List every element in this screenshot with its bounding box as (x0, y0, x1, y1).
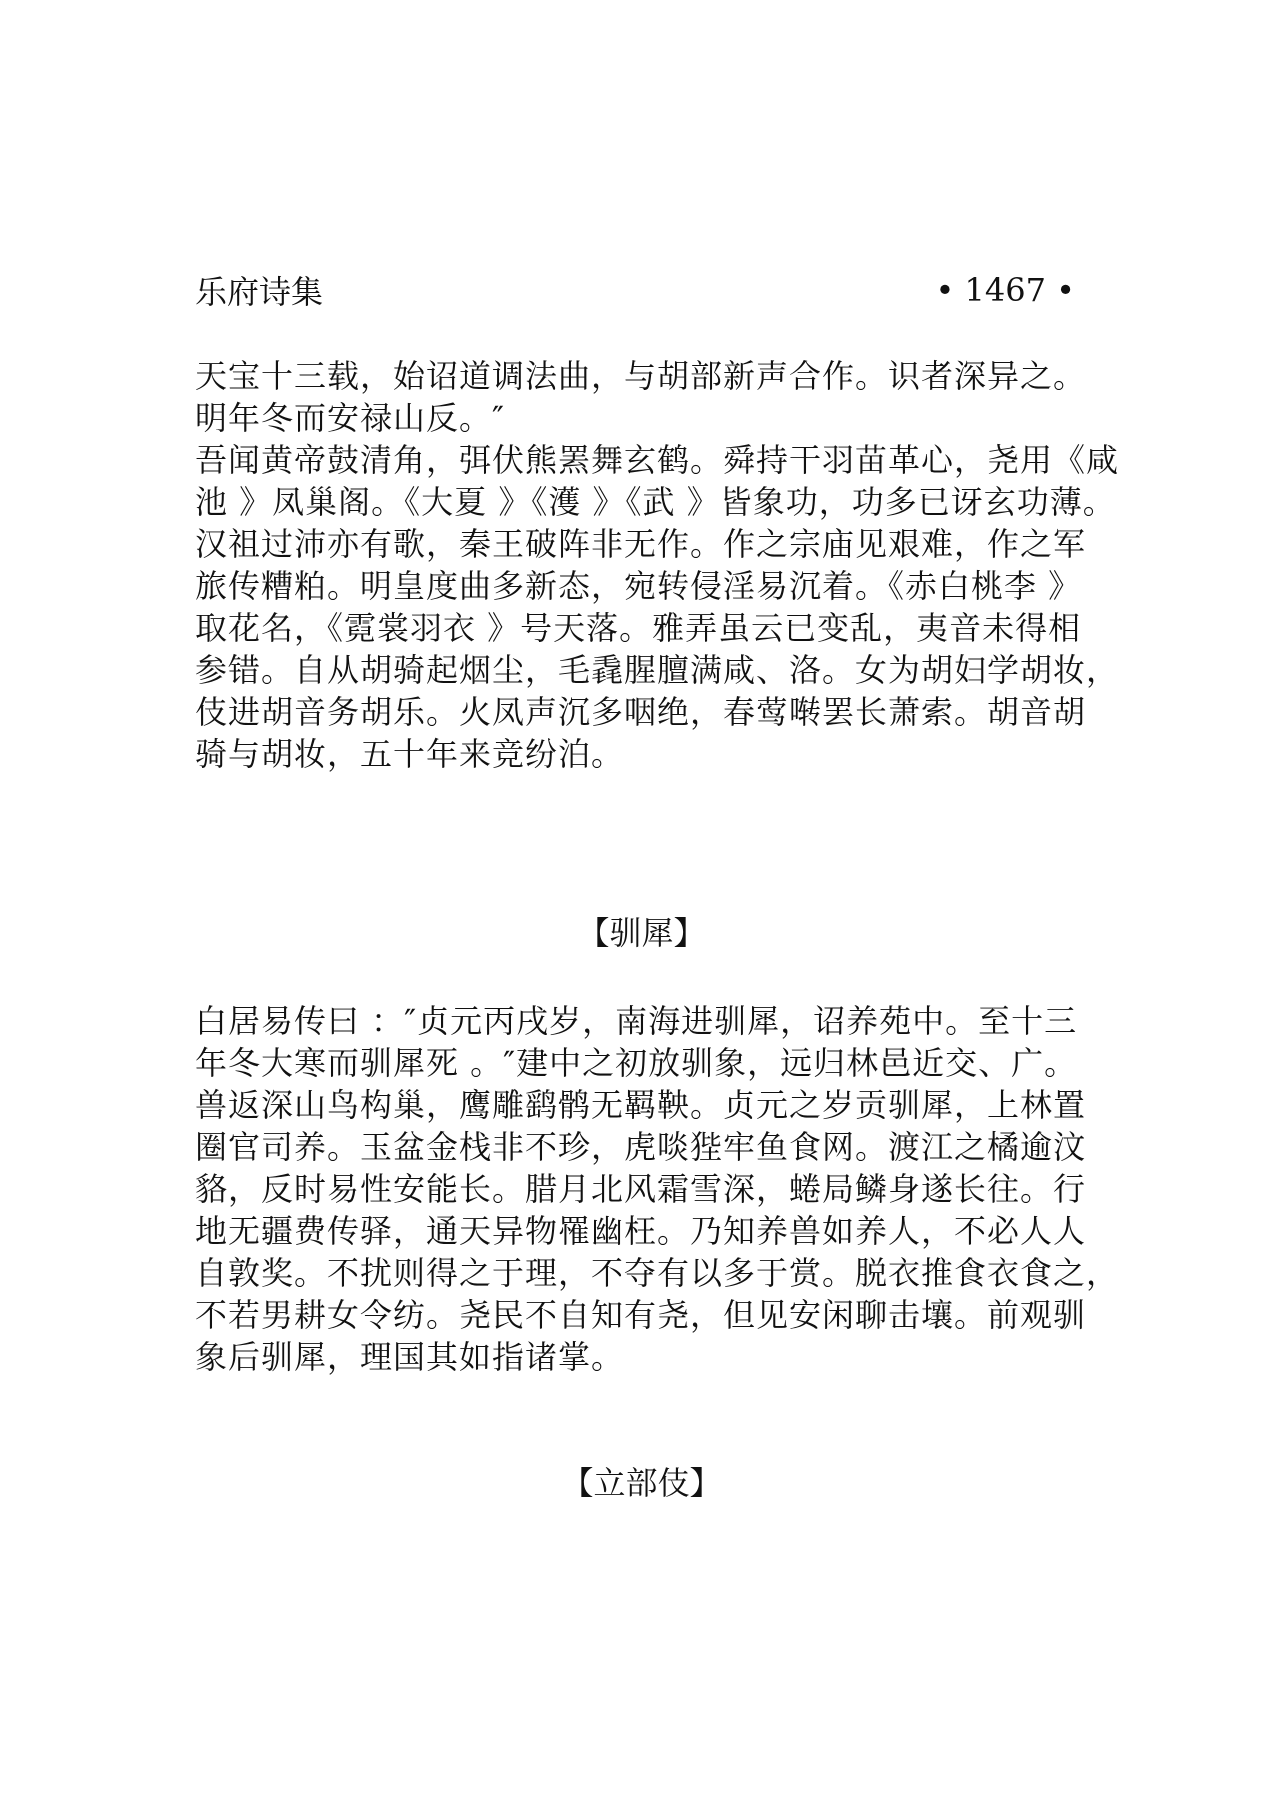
text-line: 白居易传曰 ：″贞元丙戌岁，南海进驯犀，诏养苑中。至十三 (195, 1002, 1078, 1040)
text-line: 自敦奖。不扰则得之于理，不夺有以多于赏。脱衣推食衣食之， (195, 1254, 1120, 1292)
text-line: 年冬大寒而驯犀死 。″建中之初放驯象，远归林邑近交、广。 (195, 1044, 1078, 1082)
text-line: 貉，反时易性安能长。腊月北风霜雪深，蜷局鳞身遂长往。行 (195, 1170, 1087, 1208)
text-line: 参错。自从胡骑起烟尘，毛毳腥膻满咸、洛。女为胡妇学胡妆， (195, 651, 1120, 689)
section-text-xunxi (195, 1000, 1120, 1378)
text-line: 兽返深山鸟构巢，鹰雕鹞鹘无羁鞅。贞元之岁贡驯犀，上林置 (195, 1086, 1087, 1124)
text-line: 池 》凤巢阁。《大夏 》《濩 》《武 》皆象功，功多已讶玄功薄。 (195, 483, 1116, 521)
text-line: 地无疆费传驿，通天异物罹幽枉。乃知养兽如养人，不必人人 (195, 1212, 1087, 1250)
page-number: • 1467 • (935, 271, 1075, 309)
text-line: 旅传糟粕。明皇度曲多新态，宛转侵淫易沉着。《赤白桃李 》 (195, 567, 1082, 605)
text-line: 明年冬而安禄山反。″ (195, 399, 505, 437)
text-line: 伎进胡音务胡乐。火凤声沉多咽绝，春莺啭罢长萧索。胡音胡 (195, 693, 1087, 731)
text-line: 不若男耕女令纺。尧民不自知有尧，但见安闲聊击壤。前观驯 (195, 1296, 1087, 1334)
text-line: 天宝十三载，始诏道调法曲，与胡部新声合作。识者深异之。 (195, 357, 1087, 395)
text-line: 圈官司养。玉盆金栈非不珍，虎啖狴牢鱼食网。渡江之橘逾汶 (195, 1128, 1087, 1166)
section-title-libuji: 【立部伎】 (561, 1464, 722, 1502)
text-line: 取花名，《霓裳羽衣 》号天落。雅弄虽云已变乱，夷音未得相 (195, 609, 1082, 647)
book-title: 乐府诗集 (195, 273, 324, 311)
text-line: 汉祖过沛亦有歌，秦王破阵非无作。作之宗庙见艰难，作之军 (195, 525, 1087, 563)
intro-text (195, 355, 1120, 775)
section-title-xunxi: 【驯犀】 (577, 914, 706, 952)
text-line: 骑与胡妆，五十年来竞纷泊。 (195, 735, 625, 773)
page-header (195, 268, 1075, 312)
text-line: 象后驯犀，理国其如指诸掌。 (195, 1338, 625, 1376)
text-line: 吾闻黄帝鼓清角，弭伏熊罴舞玄鹤。舜持干羽苗革心，尧用《咸 (195, 441, 1120, 479)
